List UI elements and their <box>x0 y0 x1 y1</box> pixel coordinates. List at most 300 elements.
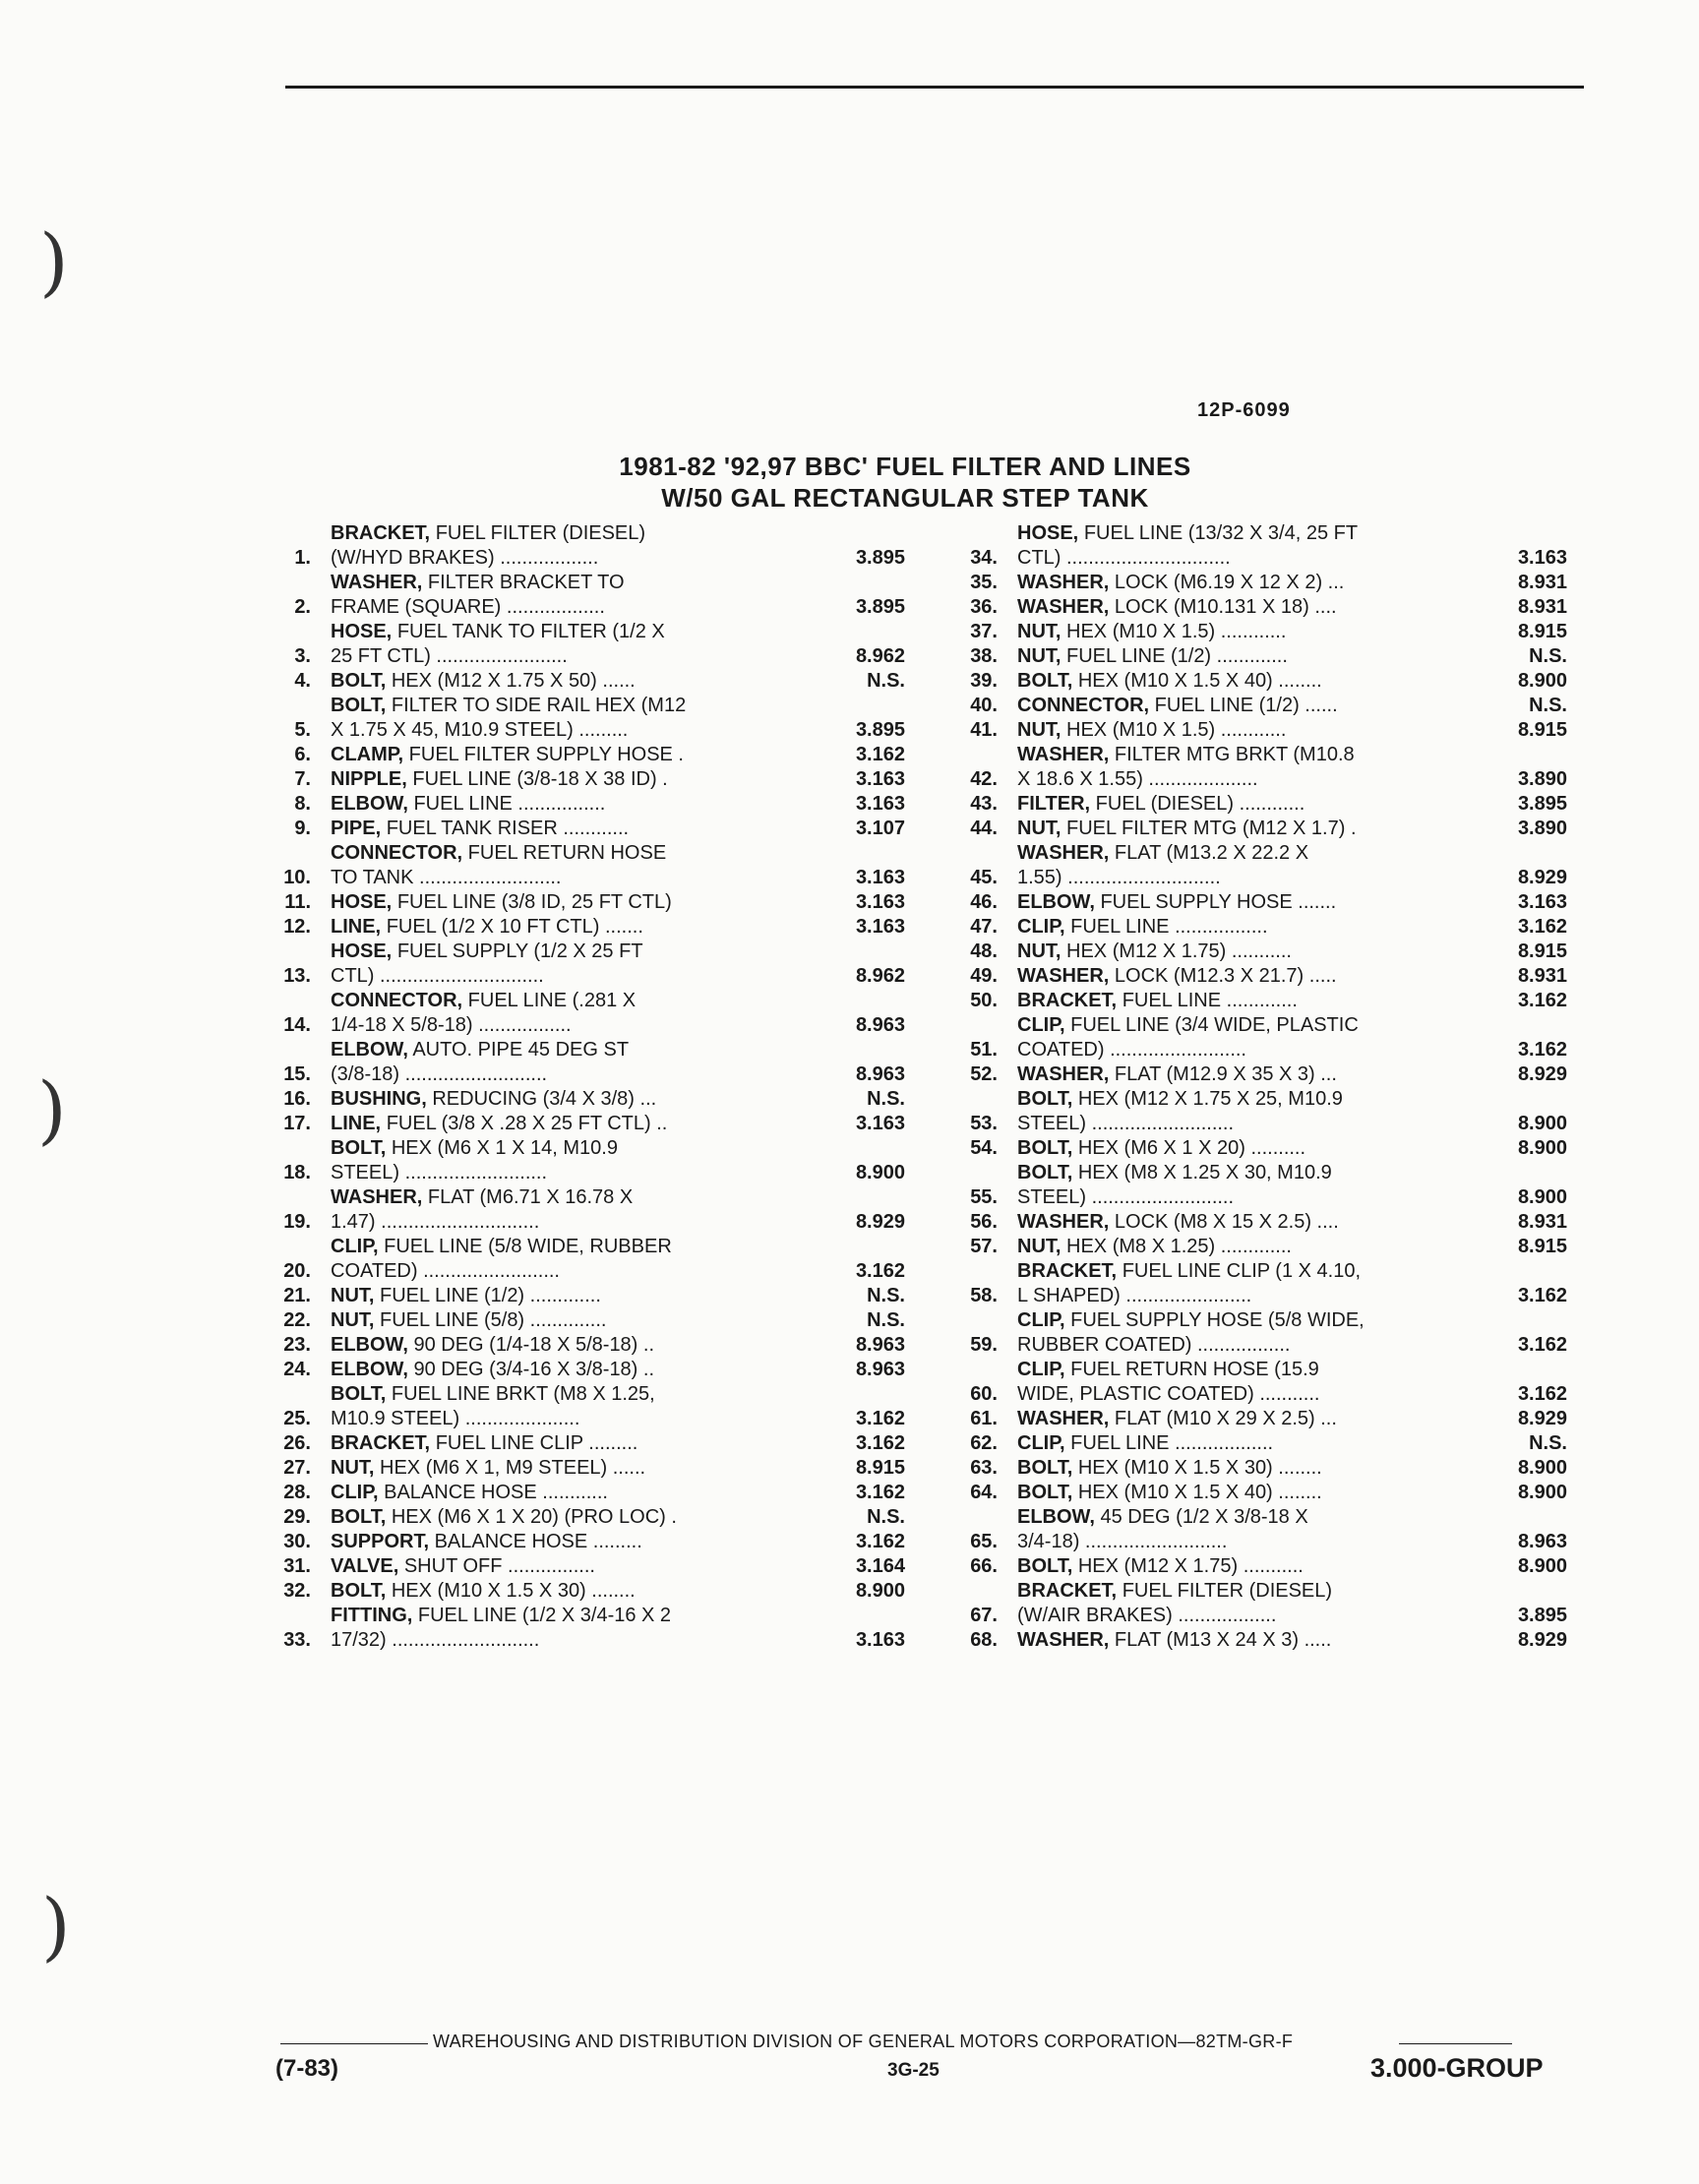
parts-list-item <box>266 989 905 1038</box>
item-name: WASHER, <box>1017 1408 1110 1429</box>
parts-list-left <box>266 521 905 1653</box>
item-name: WASHER, <box>1017 1211 1110 1233</box>
item-detail: HEX (M10 X 1.5) ............ <box>1066 719 1287 741</box>
item-group-number: 8.931 <box>1517 965 1567 987</box>
item-number: 29. <box>283 1506 311 1528</box>
item-group-number: 8.929 <box>1517 1063 1567 1085</box>
item-group-number: 3.890 <box>1517 768 1567 790</box>
item-description <box>311 1136 828 1185</box>
item-detail: FUEL FILTER SUPPLY HOSE . <box>408 744 684 765</box>
item-description <box>311 1087 828 1112</box>
item-detail: FUEL LINE (3/4 WIDE, PLASTIC COATED) ......................... <box>1017 1014 1359 1061</box>
parts-list-item <box>266 1185 905 1235</box>
item-group-number: 3.163 <box>855 793 905 815</box>
item-detail: FUEL LINE ................. <box>1070 916 1268 938</box>
item-name: NUT, <box>1017 818 1062 839</box>
item-group-number: 8.962 <box>855 965 905 987</box>
item-number: 64. <box>970 1482 998 1503</box>
parts-list-item <box>266 1554 905 1579</box>
item-description <box>998 1358 1490 1407</box>
item-number: 42. <box>970 768 998 790</box>
item-description <box>998 1505 1490 1554</box>
item-group-number: 3.164 <box>855 1555 905 1577</box>
item-name: BOLT, <box>1017 670 1073 692</box>
item-detail: FUEL LINE BRKT (M8 X 1.25, M10.9 STEEL) ..................... <box>331 1383 655 1429</box>
item-number: 28. <box>283 1482 311 1503</box>
item-description <box>311 940 828 989</box>
item-description <box>311 1431 828 1456</box>
item-description <box>311 1481 828 1505</box>
parts-list-item <box>952 1579 1567 1628</box>
item-group-number: 3.895 <box>855 547 905 569</box>
page-title-line-1: 1981-82 '92,97 BBC' FUEL FILTER AND LINES <box>619 452 1191 481</box>
footer-page-number: 3G-25 <box>887 2060 940 2081</box>
item-number: 56. <box>970 1211 998 1233</box>
parts-list-item <box>266 940 905 989</box>
item-name: BOLT, <box>1017 1137 1073 1159</box>
item-number: 27. <box>283 1457 311 1479</box>
item-description <box>998 1308 1490 1358</box>
parts-list-item <box>266 1235 905 1284</box>
item-name: WASHER, <box>1017 572 1110 593</box>
item-detail: FUEL SUPPLY HOSE (5/8 WIDE, RUBBER COATED) ................. <box>1017 1309 1365 1356</box>
parts-list-item <box>952 620 1567 644</box>
item-description <box>311 1235 828 1284</box>
item-number: 47. <box>970 916 998 938</box>
item-detail: FILTER BRACKET TO FRAME (SQUARE) .................. <box>331 572 625 618</box>
item-number: 14. <box>283 1014 311 1036</box>
item-detail: HEX (M10 X 1.5 X 40) ........ <box>1077 670 1322 692</box>
item-group-number: 8.929 <box>1517 867 1567 888</box>
item-group-number: 3.163 <box>1517 891 1567 913</box>
item-description <box>998 1013 1490 1062</box>
item-name: NUT, <box>331 1457 375 1479</box>
parts-list-item <box>952 792 1567 817</box>
item-name: LINE, <box>331 1113 382 1134</box>
item-detail: LOCK (M6.19 X 12 X 2) ... <box>1114 572 1345 593</box>
item-detail: FUEL SUPPLY (1/2 X 25 FT CTL) .............................. <box>331 940 643 987</box>
parts-list-item <box>952 1407 1567 1431</box>
page-title-line-2: W/50 GAL RECTANGULAR STEP TANK <box>661 483 1149 513</box>
parts-list-item <box>952 1554 1567 1579</box>
item-number: 57. <box>970 1236 998 1257</box>
item-number: 37. <box>970 621 998 642</box>
item-number: 12. <box>283 916 311 938</box>
item-description <box>311 1382 828 1431</box>
item-name: PIPE, <box>331 818 382 839</box>
item-name: BOLT, <box>1017 1482 1073 1503</box>
parts-list-item <box>952 1062 1567 1087</box>
item-detail: FUEL FILTER (DIESEL) (W/AIR BRAKES) .................. <box>1017 1580 1333 1626</box>
item-group-number: 8.963 <box>855 1359 905 1380</box>
item-detail: FUEL LINE (3/8 ID, 25 FT CTL) <box>396 891 672 913</box>
item-number: 59. <box>970 1334 998 1356</box>
item-description <box>311 669 828 694</box>
item-name: CLIP, <box>331 1482 379 1503</box>
item-detail: FUEL LINE (13/32 X 3/4, 25 FT CTL) .............................. <box>1017 522 1359 569</box>
item-description <box>998 1456 1490 1481</box>
item-name: ELBOW, <box>331 1039 408 1061</box>
item-group-number: 3.162 <box>855 1408 905 1429</box>
item-name: BRACKET, <box>1017 990 1118 1011</box>
parts-list-item <box>952 1161 1567 1210</box>
item-name: LINE, <box>331 916 382 938</box>
item-group-number: 8.915 <box>1517 940 1567 962</box>
item-group-number: 3.162 <box>855 1260 905 1282</box>
parts-list-item <box>266 694 905 743</box>
item-detail: FUEL LINE ............. <box>1122 990 1298 1011</box>
item-detail: 90 DEG (1/4-18 X 5/8-18) .. <box>413 1334 655 1356</box>
item-number: 16. <box>283 1088 311 1110</box>
item-group-number: 3.890 <box>1517 818 1567 839</box>
item-detail: HEX (M6 X 1, M9 STEEL) ...... <box>380 1457 646 1479</box>
item-number: 20. <box>283 1260 311 1282</box>
item-detail: HEX (M10 X 1.5 X 40) ........ <box>1077 1482 1322 1503</box>
parts-list-item <box>952 669 1567 694</box>
item-description <box>998 1087 1490 1136</box>
item-group-number: 3.107 <box>855 818 905 839</box>
item-name: NUT, <box>1017 719 1062 741</box>
item-number: 21. <box>283 1285 311 1306</box>
parts-list-item <box>952 644 1567 669</box>
item-number: 65. <box>970 1531 998 1552</box>
item-number: 11. <box>284 891 311 913</box>
item-number: 48. <box>970 940 998 962</box>
item-number: 17. <box>283 1113 311 1134</box>
item-group-number: 3.895 <box>855 596 905 618</box>
item-detail: AUTO. PIPE 45 DEG ST (3/8-18) .......................... <box>331 1039 630 1085</box>
item-description <box>998 1579 1490 1628</box>
item-name: VALVE, <box>331 1555 399 1577</box>
item-group-number: 3.162 <box>855 1482 905 1503</box>
item-group-number: 8.929 <box>1517 1408 1567 1429</box>
item-name: BRACKET, <box>331 1432 431 1454</box>
footer-credit: WAREHOUSING AND DISTRIBUTION DIVISION OF GENERAL MOTORS CORPORATION—82TM-GR-F <box>433 2032 1294 2051</box>
item-name: BOLT, <box>331 1137 387 1159</box>
item-group-number: 8.963 <box>1517 1531 1567 1552</box>
item-name: WASHER, <box>1017 965 1110 987</box>
item-description <box>998 964 1490 989</box>
item-description <box>998 1554 1490 1579</box>
item-number: 6. <box>294 744 311 765</box>
parts-list-item <box>266 1333 905 1358</box>
item-detail: SHUT OFF ................ <box>403 1555 595 1577</box>
item-group-number: 3.162 <box>1517 1039 1567 1061</box>
parts-list-item <box>266 1038 905 1087</box>
parts-list-item <box>266 571 905 620</box>
item-group-number: 3.895 <box>1517 1605 1567 1626</box>
parts-list-item <box>952 1259 1567 1308</box>
item-description <box>311 1112 828 1136</box>
item-name: CLIP, <box>1017 1432 1065 1454</box>
item-detail: FUEL LINE (.281 X 1/4-18 X 5/8-18) ................. <box>331 990 637 1036</box>
item-name: CLAMP, <box>331 744 404 765</box>
parts-list-item <box>952 1431 1567 1456</box>
item-group-number: 8.963 <box>855 1063 905 1085</box>
parts-list-item <box>952 841 1567 890</box>
item-description <box>311 1505 828 1530</box>
item-description <box>311 817 828 841</box>
item-number: 39. <box>970 670 998 692</box>
item-description <box>311 767 828 792</box>
item-name: NIPPLE, <box>331 768 407 790</box>
item-detail: FUEL (DIESEL) ............ <box>1095 793 1305 815</box>
footer-date-code: (7-83) <box>275 2055 339 2082</box>
item-description <box>998 940 1490 964</box>
item-description <box>311 1604 828 1653</box>
item-name: FILTER, <box>1017 793 1091 815</box>
item-name: CLIP, <box>1017 916 1065 938</box>
footer-rule-right <box>1399 2043 1512 2044</box>
item-group-number: 8.900 <box>1517 670 1567 692</box>
item-group-number: 8.931 <box>1517 572 1567 593</box>
item-description <box>311 989 828 1038</box>
item-name: BOLT, <box>1017 1555 1073 1577</box>
parts-list-item <box>266 1358 905 1382</box>
item-group-number: 3.162 <box>1517 1383 1567 1405</box>
parts-list-item <box>952 1235 1567 1259</box>
parts-list-item <box>266 521 905 571</box>
item-detail: HEX (M12 X 1.75) ........... <box>1066 940 1292 962</box>
parts-list-item <box>266 1308 905 1333</box>
item-number: 24. <box>283 1359 311 1380</box>
parts-list-item <box>266 1604 905 1653</box>
item-name: BOLT, <box>331 1506 387 1528</box>
parts-list-item <box>952 1308 1567 1358</box>
item-name: BRACKET, <box>1017 1580 1118 1602</box>
item-description <box>998 1628 1490 1653</box>
parts-list-item <box>952 595 1567 620</box>
parts-list-item <box>952 989 1567 1013</box>
item-number: 10. <box>283 867 311 888</box>
item-number: 53. <box>970 1113 998 1134</box>
item-number: 43. <box>970 793 998 815</box>
parts-list-item <box>266 841 905 890</box>
item-name: ELBOW, <box>331 1359 408 1380</box>
parts-list-item <box>952 940 1567 964</box>
item-description <box>311 694 828 743</box>
item-group-number: 3.895 <box>1517 793 1567 815</box>
parts-list-item <box>266 1505 905 1530</box>
item-description <box>311 792 828 817</box>
item-number: 5. <box>294 719 311 741</box>
parts-list-item <box>266 890 905 915</box>
item-group-number: 8.931 <box>1517 1211 1567 1233</box>
item-description <box>311 620 828 669</box>
item-number: 18. <box>283 1162 311 1183</box>
item-detail: FUEL (3/8 X .28 X 25 FT CTL) .. <box>386 1113 668 1134</box>
item-name: CONNECTOR, <box>1017 695 1150 716</box>
item-detail: FUEL FILTER MTG (M12 X 1.7) . <box>1066 818 1357 839</box>
parts-list-item <box>952 1087 1567 1136</box>
item-description <box>998 890 1490 915</box>
item-name: HOSE, <box>1017 522 1079 544</box>
item-description <box>998 1235 1490 1259</box>
item-detail: FUEL LINE (5/8 WIDE, RUBBER COATED) ......................... <box>331 1236 672 1282</box>
item-name: BOLT, <box>331 1580 387 1602</box>
item-group-number: 3.162 <box>855 1531 905 1552</box>
item-detail: 45 DEG (1/2 X 3/8-18 X 3/4-18) .......................... <box>1017 1506 1308 1552</box>
item-description <box>998 521 1490 571</box>
item-description <box>311 571 828 620</box>
item-number: 33. <box>283 1629 311 1651</box>
item-number: 9. <box>294 818 311 839</box>
parts-list-item <box>266 1136 905 1185</box>
item-name: BOLT, <box>331 1383 387 1405</box>
item-number: 68. <box>970 1629 998 1651</box>
item-number: 38. <box>970 645 998 667</box>
item-group-number: 3.163 <box>855 1629 905 1651</box>
parts-list-item <box>266 669 905 694</box>
item-group-number: 3.162 <box>855 1432 905 1454</box>
item-group-number: 3.163 <box>855 867 905 888</box>
item-group-number: 8.900 <box>855 1580 905 1602</box>
parts-list-item <box>266 1112 905 1136</box>
item-group-number: 3.895 <box>855 719 905 741</box>
item-group-number: 3.163 <box>855 916 905 938</box>
item-detail: FLAT (M13.2 X 22.2 X 1.55) ............................ <box>1017 842 1309 888</box>
item-group-number: 3.162 <box>1517 916 1567 938</box>
item-description <box>998 1210 1490 1235</box>
item-group-number: N.S. <box>1529 1432 1567 1454</box>
parts-list-item <box>952 1481 1567 1505</box>
item-name: BUSHING, <box>331 1088 427 1110</box>
item-description <box>998 1407 1490 1431</box>
item-detail: FUEL LINE CLIP ......... <box>435 1432 638 1454</box>
item-name: WASHER, <box>1017 1629 1110 1651</box>
item-group-number: 3.163 <box>855 891 905 913</box>
item-description <box>311 1358 828 1382</box>
item-name: WASHER, <box>331 1186 423 1208</box>
item-name: CLIP, <box>1017 1359 1065 1380</box>
item-description <box>998 669 1490 694</box>
item-name: ELBOW, <box>1017 891 1095 913</box>
item-description <box>998 792 1490 817</box>
item-number: 19. <box>283 1211 311 1233</box>
parts-list-item <box>952 964 1567 989</box>
item-name: CLIP, <box>1017 1014 1065 1036</box>
item-group-number: 3.162 <box>1517 990 1567 1011</box>
item-detail: FUEL LINE CLIP (1 X 4.10, L SHAPED) ....................... <box>1017 1260 1362 1306</box>
item-detail: HEX (M10 X 1.5 X 30) ........ <box>391 1580 636 1602</box>
parts-list-item <box>266 1456 905 1481</box>
parts-list-item <box>952 1136 1567 1161</box>
item-name: NUT, <box>1017 645 1062 667</box>
parts-list-item <box>952 915 1567 940</box>
item-detail: FUEL LINE (1/2 X 3/4-16 X 2 17/32) ........................... <box>331 1605 672 1651</box>
item-description <box>998 841 1490 890</box>
item-group-number: 3.163 <box>1517 547 1567 569</box>
item-detail: FUEL SUPPLY HOSE ....... <box>1100 891 1337 913</box>
item-description <box>311 743 828 767</box>
item-number: 3. <box>294 645 311 667</box>
item-group-number: 8.963 <box>855 1014 905 1036</box>
item-description <box>311 1333 828 1358</box>
item-number: 51. <box>970 1039 998 1061</box>
item-detail: HEX (M6 X 1 X 20) .......... <box>1077 1137 1306 1159</box>
item-description <box>998 1481 1490 1505</box>
item-number: 34. <box>970 547 998 569</box>
item-number: 52. <box>970 1063 998 1085</box>
parts-list-item <box>952 694 1567 718</box>
item-description <box>311 890 828 915</box>
item-group-number: N.S. <box>1529 645 1567 667</box>
parts-list-item <box>952 890 1567 915</box>
item-name: BRACKET, <box>1017 1260 1118 1282</box>
parts-list-item <box>266 1284 905 1308</box>
parts-list-item <box>952 1456 1567 1481</box>
parts-list-item <box>952 521 1567 571</box>
item-number: 26. <box>283 1432 311 1454</box>
item-detail: FUEL LINE (1/2) ............. <box>380 1285 601 1306</box>
item-detail: FUEL LINE (1/2) ............. <box>1066 645 1288 667</box>
item-number: 13. <box>283 965 311 987</box>
item-number: 44. <box>970 818 998 839</box>
item-number: 31. <box>283 1555 311 1577</box>
item-number: 25. <box>283 1408 311 1429</box>
item-detail: FLAT (M10 X 29 X 2.5) ... <box>1114 1408 1337 1429</box>
item-group-number: 8.915 <box>1517 1236 1567 1257</box>
item-name: BOLT, <box>331 670 387 692</box>
item-name: BRACKET, <box>331 522 431 544</box>
item-number: 45. <box>970 867 998 888</box>
item-number: 61. <box>970 1408 998 1429</box>
item-name: WASHER, <box>331 572 423 593</box>
item-description <box>998 644 1490 669</box>
item-name: HOSE, <box>331 940 393 962</box>
item-detail: LOCK (M12.3 X 21.7) ..... <box>1114 965 1337 987</box>
item-description <box>998 1259 1490 1308</box>
item-detail: HEX (M10 X 1.5) ............ <box>1066 621 1287 642</box>
parts-list-item <box>952 1210 1567 1235</box>
item-description <box>311 841 828 890</box>
item-detail: FLAT (M12.9 X 35 X 3) ... <box>1114 1063 1337 1085</box>
item-name: NUT, <box>1017 1236 1062 1257</box>
item-number: 36. <box>970 596 998 618</box>
item-detail: FILTER MTG BRKT (M10.8 X 18.6 X 1.55) .................... <box>1017 744 1355 790</box>
item-description <box>998 620 1490 644</box>
item-name: WASHER, <box>1017 744 1110 765</box>
item-number: 62. <box>970 1432 998 1454</box>
binder-hole-mark: ) <box>41 1882 71 1970</box>
item-description <box>311 1038 828 1087</box>
item-description <box>311 1284 828 1308</box>
item-detail: FUEL LINE (1/2) ...... <box>1154 695 1338 716</box>
item-group-number: 8.900 <box>1517 1555 1567 1577</box>
item-group-number: 8.900 <box>1517 1137 1567 1159</box>
item-description <box>311 915 828 940</box>
item-detail: BALANCE HOSE ............ <box>384 1482 608 1503</box>
item-group-number: N.S. <box>867 1285 905 1306</box>
item-number: 60. <box>970 1383 998 1405</box>
footer-group: 3.000-GROUP <box>1370 2053 1544 2083</box>
item-group-number: N.S. <box>867 1088 905 1110</box>
item-name: FITTING, <box>331 1605 413 1626</box>
item-detail: HEX (M6 X 1 X 14, M10.9 STEEL) .......................... <box>331 1137 618 1183</box>
item-description <box>998 989 1490 1013</box>
item-description <box>998 1161 1490 1210</box>
item-group-number: 8.929 <box>1517 1629 1567 1651</box>
item-name: NUT, <box>1017 940 1062 962</box>
item-detail: FUEL (1/2 X 10 FT CTL) ....... <box>386 916 643 938</box>
parts-list-item <box>952 1013 1567 1062</box>
item-detail: FUEL FILTER (DIESEL) (W/HYD BRAKES) .................. <box>331 522 646 569</box>
item-group-number: 8.900 <box>1517 1186 1567 1208</box>
parts-list-item <box>952 743 1567 792</box>
item-detail: BALANCE HOSE ......... <box>434 1531 642 1552</box>
item-name: HOSE, <box>331 891 393 913</box>
item-name: WASHER, <box>1017 842 1110 864</box>
